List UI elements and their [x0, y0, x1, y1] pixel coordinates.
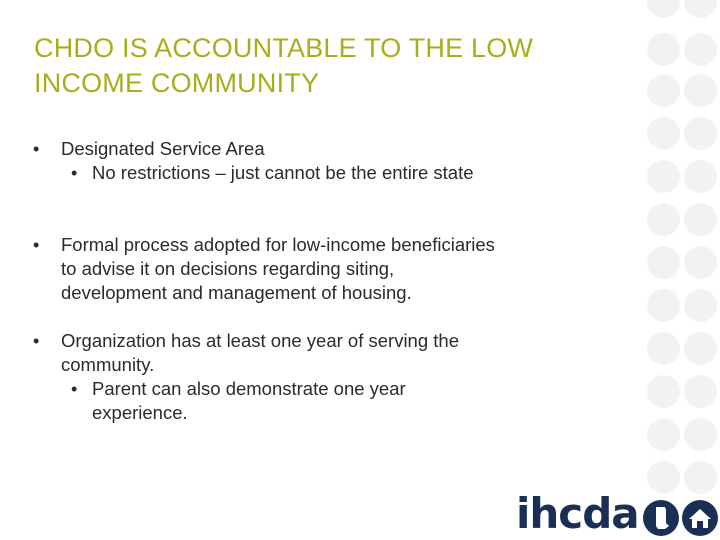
bullet-text: to advise it on decisions regarding siting,	[61, 258, 395, 279]
bullet-text: community.	[61, 354, 155, 375]
sub-bullet-marker: •	[71, 163, 78, 183]
bullet-text: development and management of housing.	[61, 282, 412, 303]
decor-circle	[647, 461, 680, 494]
bullet-text: Organization has at least one year of serving the	[61, 330, 459, 351]
bullet-text: Designated Service Area	[61, 138, 265, 159]
sub-bullet-text: Parent can also demonstrate one year	[92, 378, 406, 399]
decor-circle	[684, 117, 717, 150]
decor-circle	[684, 0, 717, 18]
bullet-text: Formal process adopted for low-income beneficiaries	[61, 234, 495, 255]
decor-circle	[647, 160, 680, 193]
decor-circle	[647, 418, 680, 451]
decor-circle	[647, 289, 680, 322]
sub-bullet-text: No restrictions – just cannot be the entire state	[92, 162, 474, 183]
indiana-state-icon	[643, 500, 679, 536]
bullet-marker: •	[33, 139, 40, 159]
decor-circle	[647, 375, 680, 408]
decor-circle	[684, 33, 717, 66]
sub-bullet-text: experience.	[92, 402, 188, 423]
decor-circle	[684, 418, 717, 451]
decor-circle	[647, 33, 680, 66]
decor-circle	[647, 246, 680, 279]
decor-circle	[647, 117, 680, 150]
decor-circle	[647, 203, 680, 236]
decor-circle	[684, 246, 717, 279]
bullet-marker: •	[33, 235, 40, 255]
bullet-marker: •	[33, 331, 40, 351]
decor-circle	[684, 332, 717, 365]
decor-circle	[647, 74, 680, 107]
sub-bullet-marker: •	[71, 379, 78, 399]
decor-circle	[684, 375, 717, 408]
decor-circle	[647, 332, 680, 365]
decor-circle	[684, 461, 717, 494]
logo-icons	[642, 498, 720, 538]
circle-pattern	[646, 0, 720, 540]
decor-circle	[684, 289, 717, 322]
decor-circle	[647, 0, 680, 18]
home-icon	[682, 500, 718, 536]
decor-circle	[684, 74, 717, 107]
logo-text: ihcda	[516, 489, 639, 538]
decor-circle	[684, 160, 717, 193]
title-line: INCOME COMMUNITY	[34, 68, 320, 98]
title-line: CHDO IS ACCOUNTABLE TO THE LOW	[34, 33, 534, 63]
ihcda-logo	[516, 489, 720, 540]
decor-circle	[684, 203, 717, 236]
